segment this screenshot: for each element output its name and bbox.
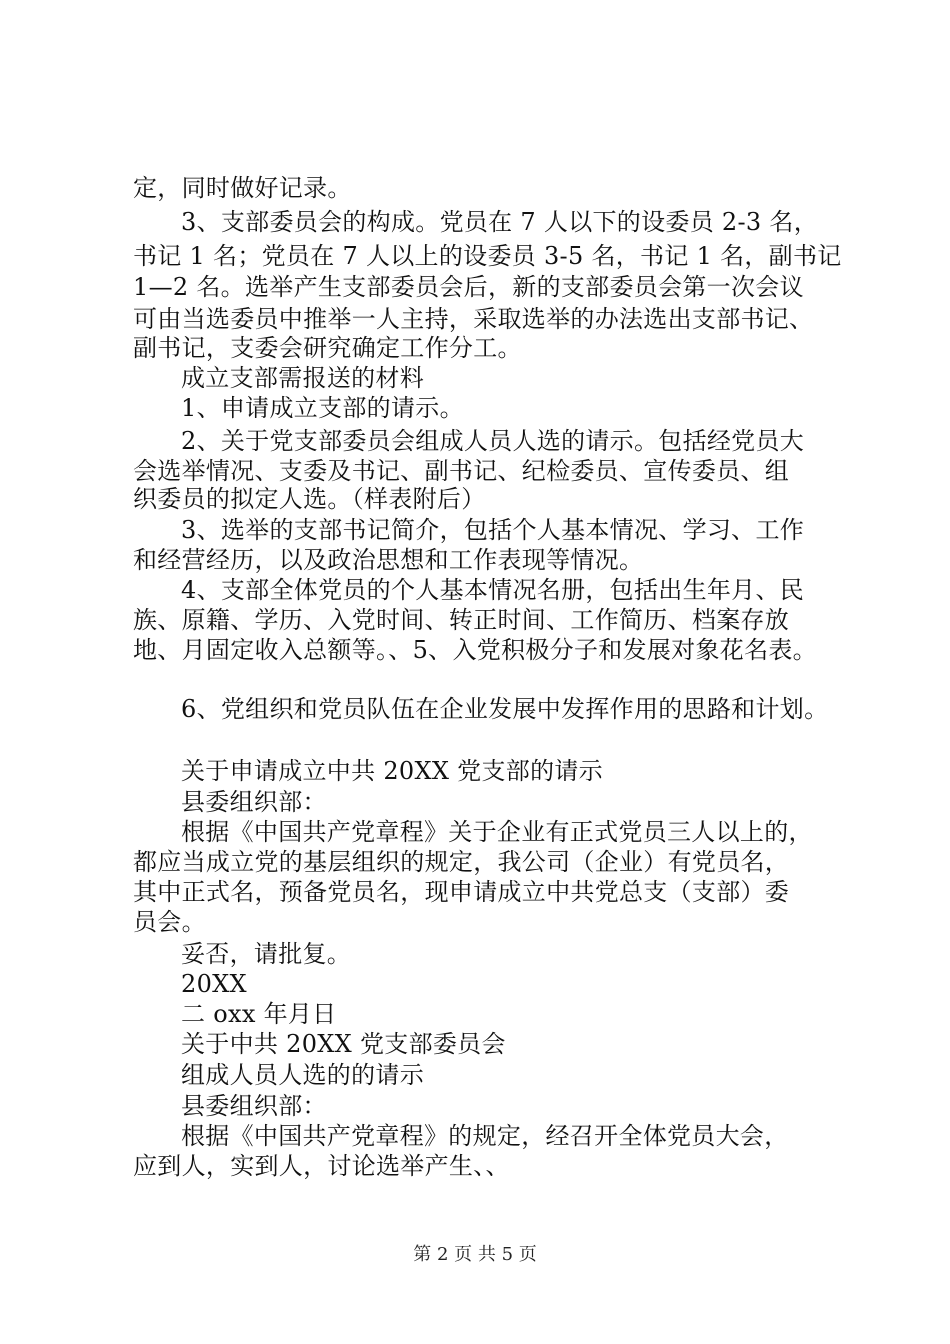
letter-recipient: 县委组织部： <box>181 788 327 816</box>
text-line: 副书记，支委会研究确定工作分工。 <box>133 334 522 362</box>
text-line: 族、原籍、学历、入党时间、转正时间、工作简历、档案存放 <box>133 606 790 634</box>
text-line: 书记 1 名；党员在 7 人以上的设委员 3-5 名，书记 1 名，副书记 <box>133 242 842 270</box>
text-line: 会选举情况、支委及书记、副书记、纪检委员、宣传委员、组 <box>133 457 790 485</box>
text-line: 3、支部委员会的构成。党员在 7 人以下的设委员 2-3 名， <box>181 208 819 236</box>
text-line: 应到人，实到人，讨论选举产生、、 <box>133 1152 510 1180</box>
text-line: 都应当成立党的基层组织的规定，我公司（企业）有党员名， <box>133 848 790 876</box>
text-line: 1、申请成立支部的请示。 <box>181 394 464 422</box>
text-line: 织委员的拟定人选。（样表附后） <box>133 485 486 513</box>
text-line: 妥否，请批复。 <box>181 940 352 968</box>
letter-recipient: 县委组织部： <box>181 1092 327 1120</box>
text-line: 和经营经历，以及政治思想和工作表现等情况。 <box>133 546 644 574</box>
letter-date: 二 oxx 年月日 <box>181 1000 337 1028</box>
letter-title: 组成人员人选的的请示 <box>181 1061 424 1089</box>
text-line: 6、党组织和党员队伍在企业发展中发挥作用的思路和计划。 <box>181 695 829 723</box>
text-line: 根据《中国共产党章程》关于企业有正式党员三人以上的， <box>181 818 813 846</box>
text-line: 1—2 名。选举产生支部委员会后，新的支部委员会第一次会议 <box>133 273 804 301</box>
text-line: 其中正式名，预备党员名，现申请成立中共党总支（支部）委 <box>133 878 790 906</box>
text-line: 可由当选委员中推举一人主持，采取选举的办法选出支部书记、 <box>133 305 814 333</box>
section-heading: 成立支部需报送的材料 <box>181 364 424 392</box>
text-line: 定，同时做好记录。 <box>133 174 352 202</box>
text-line: 2、关于党支部委员会组成人员人选的请示。包括经党员大 <box>181 427 805 455</box>
letter-title: 关于申请成立中共 20XX 党支部的请示 <box>181 757 603 785</box>
text-line: 4、支部全体党员的个人基本情况名册，包括出生年月、民 <box>181 576 805 604</box>
text-line: 员会。 <box>133 908 206 936</box>
text-line: 3、选举的支部书记简介，包括个人基本情况、学习、工作 <box>181 516 805 544</box>
text-line: 地、月固定收入总额等。、5、入党积极分子和发展对象花名表。 <box>133 636 817 664</box>
letter-title: 关于中共 20XX 党支部委员会 <box>181 1030 506 1058</box>
letter-sender: 20XX <box>181 970 247 998</box>
text-line: 根据《中国共产党章程》的规定，经召开全体党员大会， <box>181 1122 789 1150</box>
page-number-footer: 第 2 页 共 5 页 <box>413 1244 537 1265</box>
